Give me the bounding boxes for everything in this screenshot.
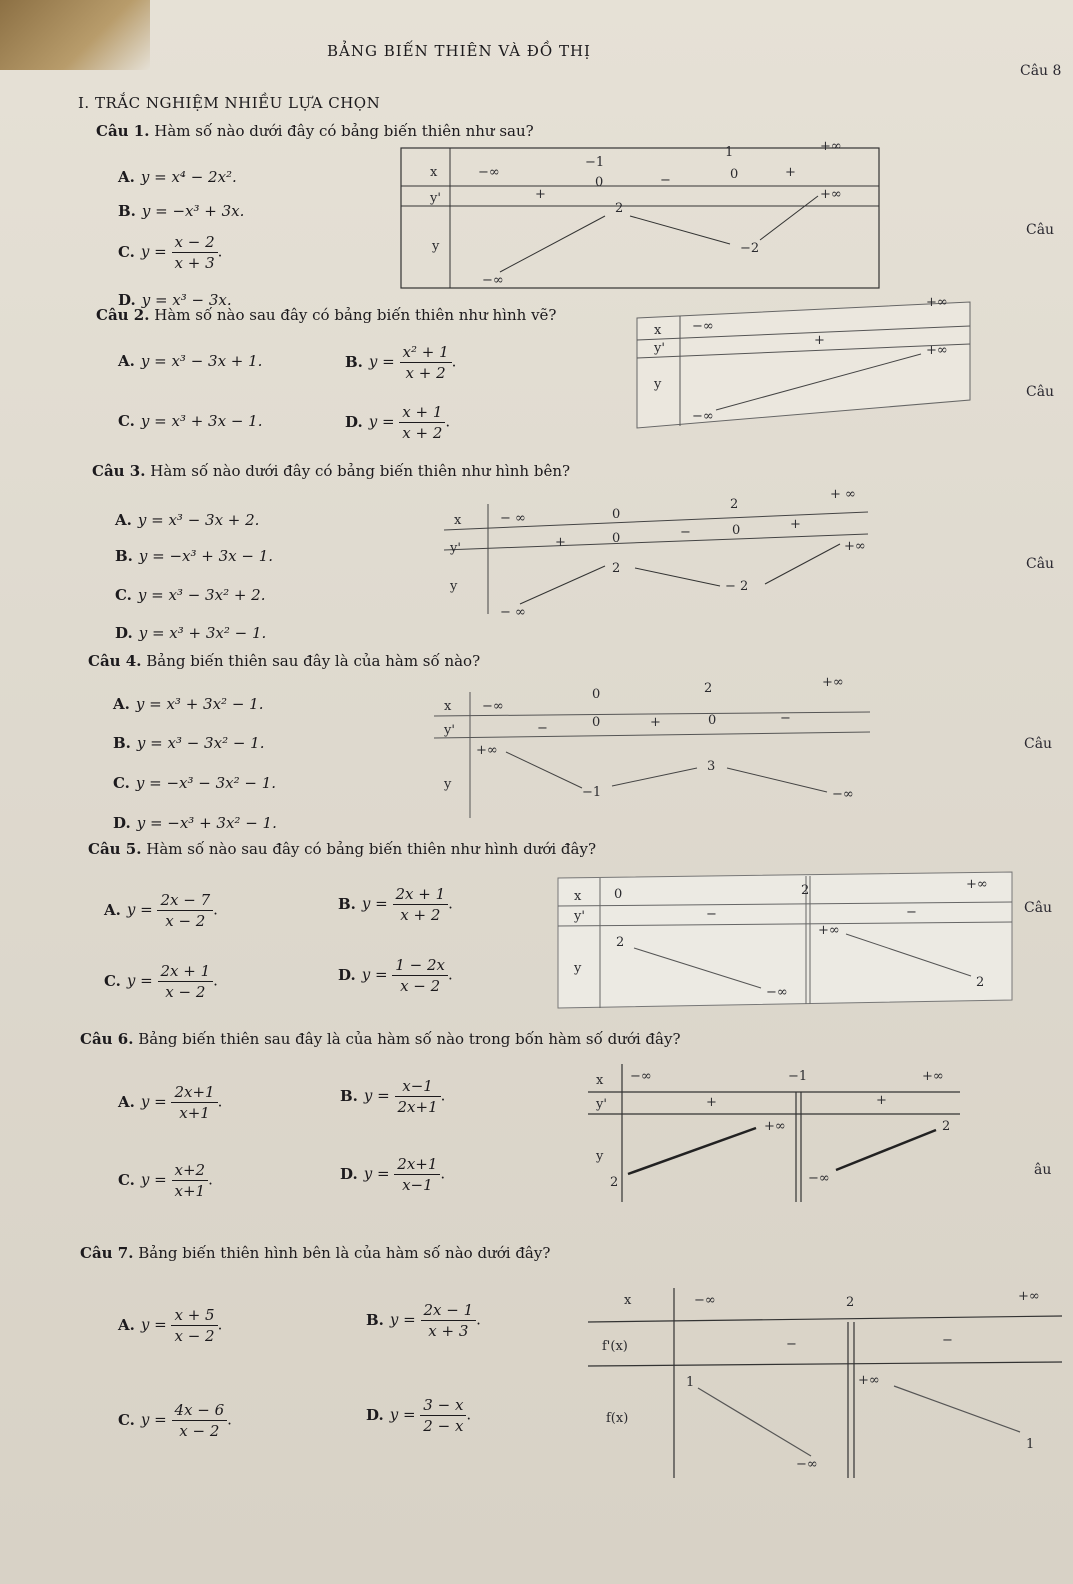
side-label-7: âu — [1034, 1162, 1052, 1178]
q4-yp-label: y' — [444, 723, 455, 738]
q1-yp-s3: + — [785, 165, 796, 180]
q1-x-1: 1 — [725, 145, 734, 160]
question-7-text: Câu 7. Bảng biến thiên hình bên là của hàm số nào dưới đây? — [80, 1244, 551, 1262]
q1-yp-s2: − — [660, 173, 671, 188]
question-4-text: Câu 4. Bảng biến thiên sau đây là của hàm số nào? — [88, 652, 481, 670]
q1-option-a[interactable]: A. y = x⁴ − 2x². — [118, 168, 237, 186]
page-title: BẢNG BIẾN THIÊN VÀ ĐỒ THỊ — [327, 42, 591, 60]
desk-corner — [0, 0, 150, 70]
q7-x-label: x — [624, 1293, 632, 1308]
q5-variation-table — [556, 868, 1016, 1013]
q6-yp-s2: + — [876, 1093, 887, 1108]
q5-option-d[interactable]: D. y = $\frac{1 - 2x}{x - 2}$ . — [338, 956, 453, 995]
question-6-text: Câu 6. Bảng biến thiên sau đây là của hàm số nào trong bốn hàm số dưới đây? — [80, 1030, 681, 1048]
q3-variation-table — [440, 478, 870, 618]
q3-yp-label: y' — [450, 541, 461, 556]
q7-option-a[interactable]: A. y = $\frac{x + 5}{x - 2}$ . — [118, 1306, 223, 1345]
q6-option-c[interactable]: C. y = $\frac{x+2}{x+1}$ . — [118, 1161, 213, 1200]
q1-option-b[interactable]: B. y = −x³ + 3x. — [118, 202, 245, 220]
q2-option-b[interactable]: B. y = $\frac{\text{x² + 1}}{x + 2}$ . — [345, 343, 457, 382]
q6-y-right-top: 2 — [942, 1119, 951, 1134]
q2-yp-label: y' — [654, 341, 665, 356]
q6-x-neg-inf: −∞ — [630, 1069, 652, 1084]
q3-yp-s3: + — [790, 517, 801, 532]
q3-y-min: − 2 — [725, 579, 749, 594]
q3-x-0: 0 — [612, 507, 621, 522]
q2-y-pos-inf: +∞ — [926, 343, 948, 358]
q7-option-d[interactable]: D. y = $\frac{3 - x}{2 - x}$ . — [366, 1396, 472, 1435]
q5-x-pos-inf: +∞ — [966, 877, 988, 892]
q1-x-label: x — [430, 165, 438, 180]
q5-option-a[interactable]: A. y = $\frac{2x - 7}{x - 2}$ . — [104, 891, 218, 930]
q6-y-label: y — [596, 1149, 604, 1164]
q1-yp-label: y' — [430, 191, 441, 206]
q4-x-pos-inf: +∞ — [822, 675, 844, 690]
q4-y-label: y — [444, 777, 452, 792]
q7-f-right-top: +∞ — [858, 1373, 880, 1388]
q1-x-pos-inf: +∞ — [820, 140, 842, 154]
question-5-text: Câu 5. Hàm số nào sau đây có bảng biến thiên như hình dưới đây? — [88, 840, 596, 858]
q3-yp-z2: 0 — [732, 523, 741, 538]
q4-x-neg-inf: −∞ — [482, 699, 504, 714]
q3-yp-s2: − — [680, 525, 691, 540]
q4-option-c[interactable]: C. y = −x³ − 3x² − 1. — [113, 774, 277, 792]
question-1-text: Câu 1. Hàm số nào dưới đây có bảng biến thiên như sau? — [96, 122, 534, 140]
q7-fp-s2: − — [942, 1333, 953, 1348]
q6-y-left-bottom: 2 — [610, 1175, 619, 1190]
q2-yp-sign: + — [814, 333, 825, 348]
q5-y-left-top: 2 — [616, 935, 625, 950]
side-label-6: Câu — [1024, 900, 1053, 916]
q2-option-d[interactable]: D. y = $\frac{x + 1}{x + 2}$ . — [345, 403, 451, 442]
section-heading: I. TRẮC NGHIỆM NHIỀU LỰA CHỌN — [78, 94, 381, 112]
q7-variation-table — [586, 1282, 1066, 1482]
q1-yp-z2: 0 — [730, 167, 739, 182]
q5-y-label: y — [574, 961, 582, 976]
q3-x-label: x — [454, 513, 462, 528]
q1-x-neg-inf: −∞ — [478, 165, 500, 180]
q7-fp-s1: − — [786, 1337, 797, 1352]
q1-option-d[interactable]: D. y = x³ − 3x. — [118, 291, 232, 309]
q4-y-min: −1 — [582, 785, 602, 800]
q7-fp-label: f'(x) — [602, 1339, 628, 1354]
q3-option-c[interactable]: C. y = x³ − 3x² + 2. — [115, 586, 266, 604]
q3-x-2: 2 — [730, 497, 739, 512]
q5-x-label: x — [574, 889, 582, 904]
q4-yp-s2: + — [650, 715, 661, 730]
q4-variation-table — [432, 672, 872, 822]
q1-yp-z1: 0 — [595, 175, 604, 190]
q5-option-b[interactable]: B. y = $\frac{2x + 1}{x + 2}$ . — [338, 885, 453, 924]
side-label-3: Câu — [1026, 384, 1055, 400]
q1-option-c[interactable]: C. y = $\frac{x - 2}{x + 3}$ . — [118, 233, 223, 272]
side-label-5: Câu — [1024, 736, 1053, 752]
q1-variation-table — [400, 140, 880, 290]
q4-y-max: 3 — [707, 759, 716, 774]
q3-yp-s1: + — [555, 535, 566, 550]
q3-y-max: 2 — [612, 561, 621, 576]
q5-y-right-top: +∞ — [818, 923, 840, 938]
side-label-1: Câu 8 — [1020, 63, 1062, 79]
q2-variation-table — [636, 288, 972, 433]
q6-yp-label: y' — [596, 1097, 607, 1112]
q5-y-left-bottom: −∞ — [766, 985, 788, 1000]
q3-yp-z1: 0 — [612, 531, 621, 546]
q6-option-d[interactable]: D. y = $\frac{2x+1}{x-1}$ . — [340, 1155, 446, 1194]
q5-yp-s2: − — [906, 905, 917, 920]
q6-x-pos-inf: +∞ — [922, 1069, 944, 1084]
q7-x-neg-inf: −∞ — [694, 1293, 716, 1308]
q2-y-label: y — [654, 377, 662, 392]
q7-f-left-top: 1 — [686, 1375, 695, 1390]
q7-x-2: 2 — [846, 1295, 855, 1310]
q1-x-m1: −1 — [585, 155, 605, 170]
q4-yp-s1: − — [537, 721, 548, 736]
q5-option-c[interactable]: C. y = $\frac{2x + 1}{x - 2}$ . — [104, 962, 218, 1001]
q2-y-neg-inf: −∞ — [692, 409, 714, 424]
q2-x-neg-inf: −∞ — [692, 319, 714, 334]
q2-option-a[interactable]: A. y = x³ − 3x + 1. — [118, 352, 263, 370]
q4-option-a[interactable]: A. y = x³ + 3x² − 1. — [113, 695, 264, 713]
q3-option-d[interactable]: D. y = x³ + 3x² − 1. — [115, 624, 267, 642]
q7-f-right-bottom: 1 — [1026, 1437, 1035, 1452]
q1-yp-s1: + — [535, 187, 546, 202]
q4-option-b[interactable]: B. y = x³ − 3x² − 1. — [113, 734, 265, 752]
question-2-text: Câu 2. Hàm số nào sau đây có bảng biến thiên như hình vẽ? — [96, 306, 557, 324]
q5-y-right-bottom: 2 — [976, 975, 985, 990]
q1-y-neg-inf: −∞ — [482, 273, 504, 288]
question-3-text: Câu 3. Hàm số nào dưới đây có bảng biến thiên như hình bên? — [92, 462, 571, 480]
q2-x-label: x — [654, 323, 662, 338]
q3-x-pos-inf: + ∞ — [830, 487, 856, 502]
q6-y-right-bottom: −∞ — [808, 1171, 830, 1186]
q1-y-min: −2 — [740, 241, 760, 256]
q4-yp-z2: 0 — [708, 713, 717, 728]
q4-x-label: x — [444, 699, 452, 714]
q3-x-neg-inf: − ∞ — [500, 511, 526, 526]
q7-f-left-bottom: −∞ — [796, 1457, 818, 1472]
q5-yp-s1: − — [706, 907, 717, 922]
q5-x-2: 2 — [801, 883, 810, 898]
q4-yp-s3: − — [780, 711, 791, 726]
q1-y-label: y — [432, 239, 440, 254]
q6-variation-table — [586, 1060, 966, 1210]
side-label-2: Câu — [1026, 222, 1055, 238]
q7-option-c[interactable]: C. y = $\frac{4x - 6}{x - 2}$ . — [118, 1401, 232, 1440]
q4-y-pos-inf: +∞ — [476, 743, 498, 758]
q2-option-c[interactable]: C. y = x³ + 3x − 1. — [118, 412, 263, 430]
q6-yp-s1: + — [706, 1095, 717, 1110]
q4-y-neg-inf: −∞ — [832, 787, 854, 802]
q3-y-neg-inf: − ∞ — [500, 605, 526, 618]
q6-x-m1: −1 — [788, 1069, 808, 1084]
q5-x-0: 0 — [614, 887, 623, 902]
q4-x-0: 0 — [592, 687, 601, 702]
q7-f-label: f(x) — [606, 1411, 629, 1426]
q4-yp-z1: 0 — [592, 715, 601, 730]
q6-option-b[interactable]: B. y = $\frac{x-1}{2x+1}$ . — [340, 1077, 446, 1116]
q1-y-pos-inf: +∞ — [820, 187, 842, 202]
q7-option-b[interactable]: B. y = $\frac{2x - 1}{x + 3}$ . — [366, 1301, 481, 1340]
q6-x-label: x — [596, 1073, 604, 1088]
q3-y-label: y — [450, 579, 458, 594]
q6-y-left-top: +∞ — [764, 1119, 786, 1134]
q4-option-d[interactable]: D. y = −x³ + 3x² − 1. — [113, 814, 277, 832]
q3-y-pos-inf: +∞ — [844, 539, 866, 554]
q2-x-pos-inf: +∞ — [926, 295, 948, 310]
q6-option-a[interactable]: A. y = $\frac{2x+1}{x+1}$ . — [118, 1083, 223, 1122]
q4-x-2: 2 — [704, 681, 713, 696]
q5-yp-label: y' — [574, 909, 585, 924]
q7-x-pos-inf: +∞ — [1018, 1289, 1040, 1304]
q1-y-max: 2 — [615, 201, 624, 216]
side-label-4: Câu — [1026, 556, 1055, 572]
q3-option-a[interactable]: A. y = x³ − 3x + 2. — [115, 511, 260, 529]
q3-option-b[interactable]: B. y = −x³ + 3x − 1. — [115, 547, 274, 565]
